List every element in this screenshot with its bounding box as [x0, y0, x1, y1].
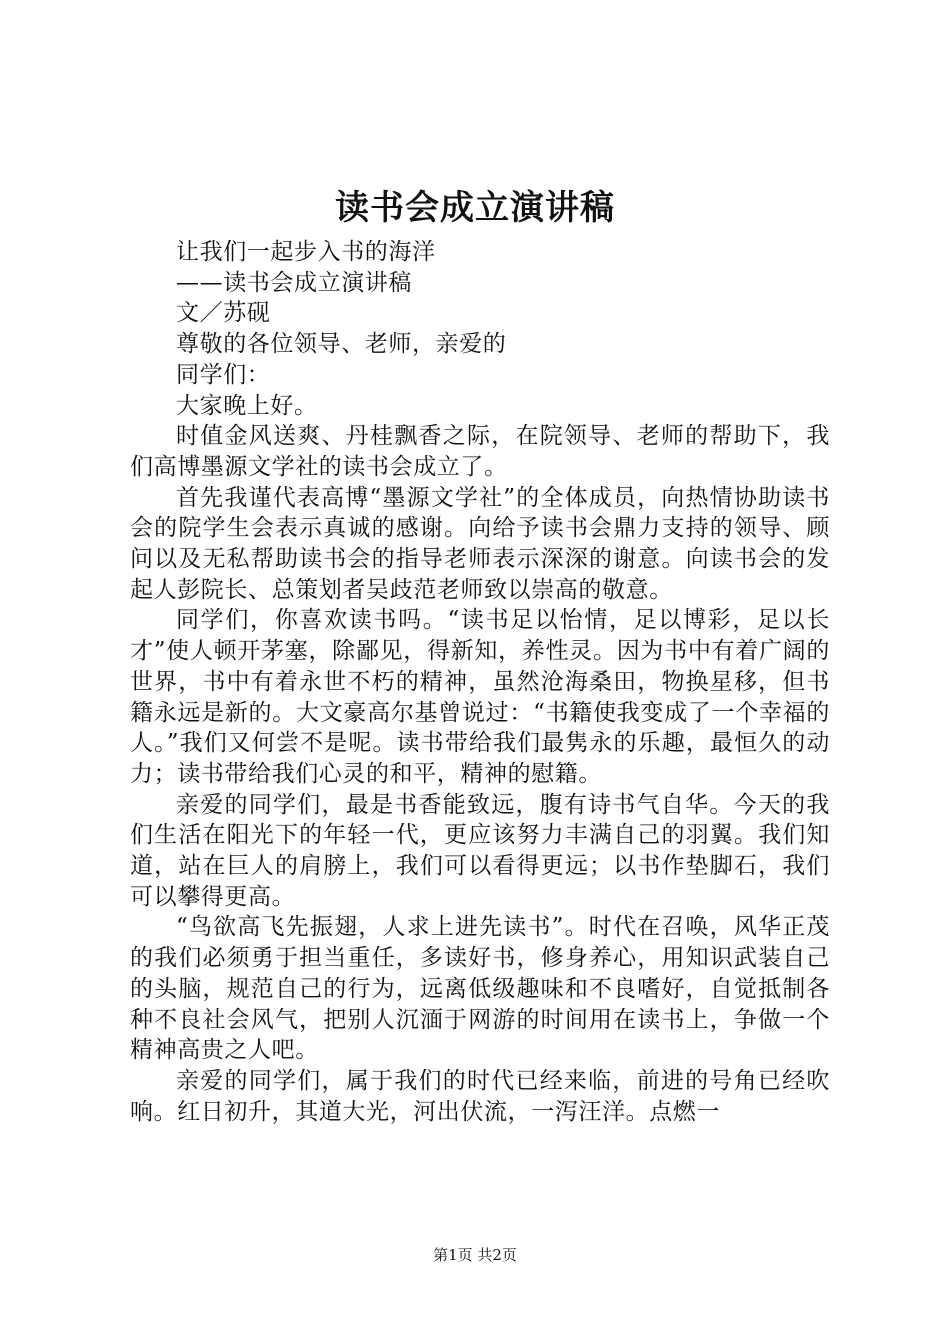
paragraph-subtitle-dash: ——读书会成立演讲稿: [176, 269, 412, 296]
paragraph-author: 文／苏砚: [176, 300, 271, 327]
paragraph-body: “鸟欲高飞先振翅，人求上进先读书”。时代在召唤，风华正茂的我们必须勇于担当重任，多读好书，修身养心，用知识武装自己的头脑，规范自己的行为，远离低级趣味和不良嗜好，自觉抵制各种不良社会风气，把别人沉湎于网游的时间用在读书上，争做一个精神高贵之人吧。: [130, 914, 830, 1064]
document-title: 读书会成立演讲稿: [335, 188, 615, 228]
paragraph-body: 亲爱的同学们，属于我们的时代已经来临，前进的号角已经吹响。红日初升，其道大光，河出伏流，一泻汪洋。点燃一: [130, 1067, 830, 1125]
paragraph-salutation: 尊敬的各位领导、老师，亲爱的: [176, 331, 507, 358]
paragraph-body: 亲爱的同学们，最是书香能致远，腹有诗书气自华。今天的我们生活在阳光下的年轻一代，更应该努力丰满自己的羽翼。我们知道，站在巨人的肩膀上，我们可以看得更远；以书作垫脚石，我们可以攀得更高。: [130, 791, 830, 910]
paragraph-body: 首先我谨代表高博“墨源文学社”的全体成员，向热情协助读书会的院学生会表示真诚的感谢。向给予读书会鼎力支持的领导、顾问以及无私帮助读书会的指导老师表示深深的谢意。向读书会的发起人彭院长、总策划者吴歧范老师致以崇高的敬意。: [130, 484, 830, 603]
paragraph-body: 同学们，你喜欢读书吗。“读书足以怡情，足以博彩，足以长才”使人顿开茅塞，除鄙见，得新知，养性灵。因为书中有着广阔的世界，书中有着永世不朽的精神，虽然沧海桑田，物换星移，但书籍永远是新的。大文豪高尔基曾说过：“书籍使我变成了一个幸福的人。”我们又何尝不是呢。读书带给我们最隽永的乐趣，最恒久的动力；读书带给我们心灵的和平，精神的慰籍。: [130, 607, 830, 787]
document-body: [130, 237, 830, 1127]
page-footer: 第1页 共2页: [433, 1246, 517, 1264]
paragraph-salutation-cont: 同学们：: [176, 361, 271, 388]
paragraph-body: 时值金风送爽、丹桂飘香之际，在院领导、老师的帮助下，我们高博墨源文学社的读书会成立了。: [130, 423, 830, 480]
paragraph-greeting: 大家晚上好。: [176, 392, 318, 419]
paragraph-subtitle: 让我们一起步入书的海洋: [176, 239, 436, 265]
